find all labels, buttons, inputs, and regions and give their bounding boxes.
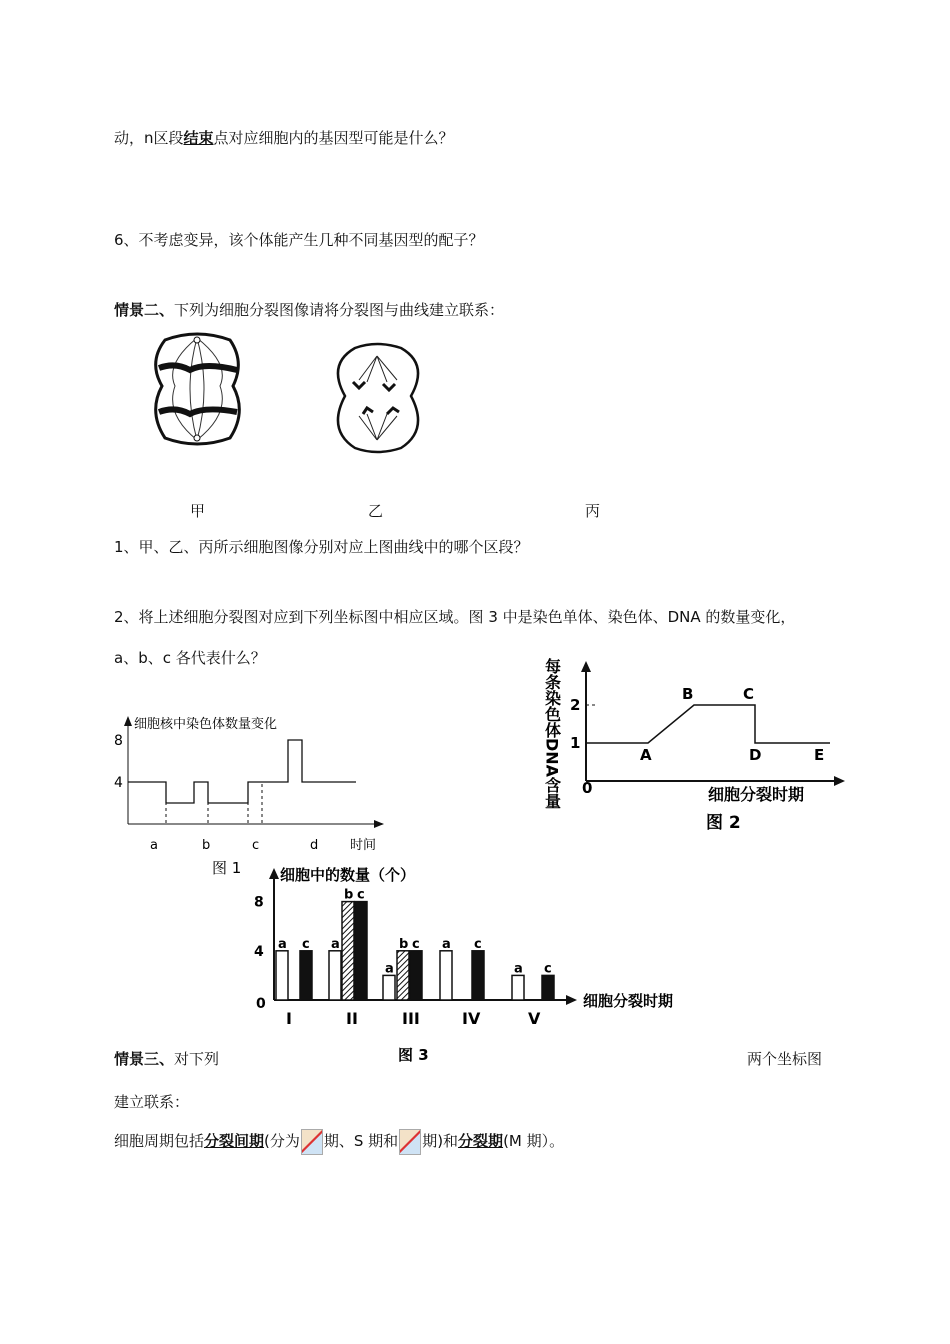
scenario-2-label: 情景二、 bbox=[114, 301, 175, 319]
line-1-rest: 点对应细胞内的基因型可能是什么？ bbox=[213, 129, 454, 147]
fig1-x-tick-label: b bbox=[202, 838, 211, 853]
fig2-point-label: E bbox=[814, 746, 825, 764]
scenario-3-text: 对下列 bbox=[174, 1050, 220, 1068]
scenario-3-label: 情景三、 bbox=[114, 1050, 175, 1068]
fig1-x-arrow bbox=[374, 820, 384, 828]
fig1-title: 细胞核中染色体数量变化 bbox=[134, 717, 278, 732]
fig3-y-tick-label: 4 bbox=[254, 943, 264, 960]
question-6: 6、不考虑变异，该个体能产生几种不同基因型的配子？ bbox=[114, 231, 484, 249]
fig2-point-label: D bbox=[749, 746, 762, 764]
fig3-y-tick-label: 8 bbox=[254, 894, 264, 911]
fig2-y-tick-label: 1 bbox=[570, 734, 581, 752]
broken-image-icon bbox=[399, 1129, 421, 1155]
label-yi: 乙 bbox=[368, 502, 384, 520]
cc-end: (M 期）。 bbox=[503, 1132, 565, 1150]
cell-image-jia bbox=[145, 334, 250, 446]
question-1: 1、甲、乙、丙所示细胞图像分别对应上图曲线中的哪个区段？ bbox=[114, 538, 529, 556]
fig3-y-tick-label: 0 bbox=[256, 996, 266, 1012]
broken-image-icon bbox=[301, 1129, 323, 1155]
fig2-point-label: B bbox=[682, 685, 694, 703]
fig3-bar-label: c bbox=[544, 961, 552, 977]
fig3-caption: 图 3 bbox=[398, 1046, 429, 1064]
fig1-y-tick-label: 4 bbox=[114, 775, 123, 791]
fig3-bar-c bbox=[542, 975, 554, 1000]
fig1-y-tick-label: 8 bbox=[114, 733, 123, 749]
cell-image-yi bbox=[325, 344, 430, 452]
fig1-xlabel: 时间 bbox=[350, 838, 377, 853]
line-1-bold: 结束 bbox=[183, 129, 214, 147]
scenario-2-text: 下列为细胞分裂图像请将分裂图与曲线建立联系： bbox=[174, 301, 505, 319]
fig2-y-arrow bbox=[581, 661, 591, 672]
fig3-category-label: II bbox=[346, 1009, 358, 1028]
fig3-bar-label: c bbox=[357, 887, 365, 903]
fig1-y-arrow bbox=[124, 716, 132, 726]
cc-mid2: 期、S 期和 bbox=[323, 1132, 399, 1150]
fig3-bar-label: a bbox=[385, 961, 394, 977]
fig3-y-arrow bbox=[269, 868, 279, 879]
fig3-bar-label: a bbox=[278, 936, 287, 952]
fig2-y-tick-label: 0 bbox=[582, 779, 593, 797]
scenario-3-line-2: 建立联系： bbox=[114, 1093, 190, 1111]
figure-1-chart bbox=[108, 712, 398, 882]
fig3-category-label: III bbox=[402, 1009, 420, 1028]
fig1-x-tick-label: d bbox=[310, 838, 319, 853]
fig3-bar-label: a bbox=[514, 961, 523, 977]
fig3-bar-label: b bbox=[344, 887, 354, 903]
fig3-bar-label: c bbox=[474, 936, 482, 952]
fig3-bar-a bbox=[440, 951, 452, 1000]
fig2-ylabel: 每条染色体DNA含量 bbox=[542, 658, 562, 810]
fig2-point-label: C bbox=[743, 685, 755, 703]
cc-pre: 细胞周期包括 bbox=[114, 1132, 205, 1150]
figure-3-chart bbox=[250, 862, 730, 1062]
fig3-bar-a bbox=[512, 975, 524, 1000]
fig3-category-label: V bbox=[528, 1009, 541, 1028]
fig2-point-label: A bbox=[640, 746, 652, 764]
fig3-bar-a bbox=[329, 951, 341, 1000]
fig3-bar-a bbox=[276, 951, 288, 1000]
cc-mid1: (分为 bbox=[264, 1132, 300, 1150]
fig3-bar-label: b bbox=[399, 936, 409, 952]
cell-cycle-line bbox=[114, 1128, 564, 1155]
label-jia: 甲 bbox=[190, 502, 206, 520]
fig3-category-label: IV bbox=[462, 1009, 481, 1028]
fig2-y-tick-label: 2 bbox=[570, 696, 581, 714]
fig2-x-arrow bbox=[834, 776, 845, 786]
question-2-line-1: 2、将上述细胞分裂图对应到下列坐标图中相应区域。图 3 中是染色单体、染色体、DNA 的数量变化， bbox=[114, 608, 796, 626]
line-1-text: 动，n区段 bbox=[114, 129, 184, 147]
fig3-bar-c bbox=[472, 951, 484, 1000]
fig2-xlabel: 细胞分裂时期 bbox=[708, 785, 805, 804]
fig3-bar-label: c bbox=[302, 936, 310, 952]
cc-mid3: 期)和 bbox=[422, 1132, 459, 1150]
fig2-series-line bbox=[586, 705, 830, 743]
fig3-xlabel: 细胞分裂时期 bbox=[583, 992, 674, 1010]
fig1-series-line bbox=[128, 740, 356, 803]
scenario-3-right: 两个坐标图 bbox=[747, 1050, 823, 1068]
label-bing: 丙 bbox=[585, 502, 601, 520]
fig3-bar-label: a bbox=[442, 936, 451, 952]
fig3-bar-c bbox=[355, 902, 367, 1000]
fig1-caption: 图 1 bbox=[212, 859, 242, 877]
fig3-x-arrow bbox=[566, 995, 577, 1005]
cc-interphase: 分裂间期 bbox=[204, 1132, 265, 1150]
fig1-x-tick-label: a bbox=[150, 838, 158, 853]
fig3-bar-c bbox=[300, 951, 312, 1000]
fig3-bar-label: c bbox=[412, 936, 420, 952]
line-1 bbox=[114, 128, 454, 148]
fig3-bar-b bbox=[397, 951, 409, 1000]
cc-mitosis: 分裂期 bbox=[458, 1132, 504, 1150]
fig1-x-tick-label: c bbox=[252, 838, 260, 853]
fig3-bar-label: a bbox=[331, 936, 340, 952]
question-2-line-2: a、b、c 各代表什么？ bbox=[114, 649, 266, 667]
figure-2-chart bbox=[540, 656, 850, 836]
fig3-title: 细胞中的数量（个） bbox=[280, 866, 416, 884]
scenario-3-heading bbox=[114, 1049, 219, 1069]
scenario-2-heading bbox=[114, 300, 504, 320]
fig3-bar-b bbox=[342, 902, 354, 1000]
fig3-category-label: I bbox=[286, 1009, 292, 1028]
fig3-bar-c bbox=[410, 951, 422, 1000]
fig3-bar-a bbox=[383, 975, 395, 1000]
fig2-caption: 图 2 bbox=[706, 813, 741, 833]
